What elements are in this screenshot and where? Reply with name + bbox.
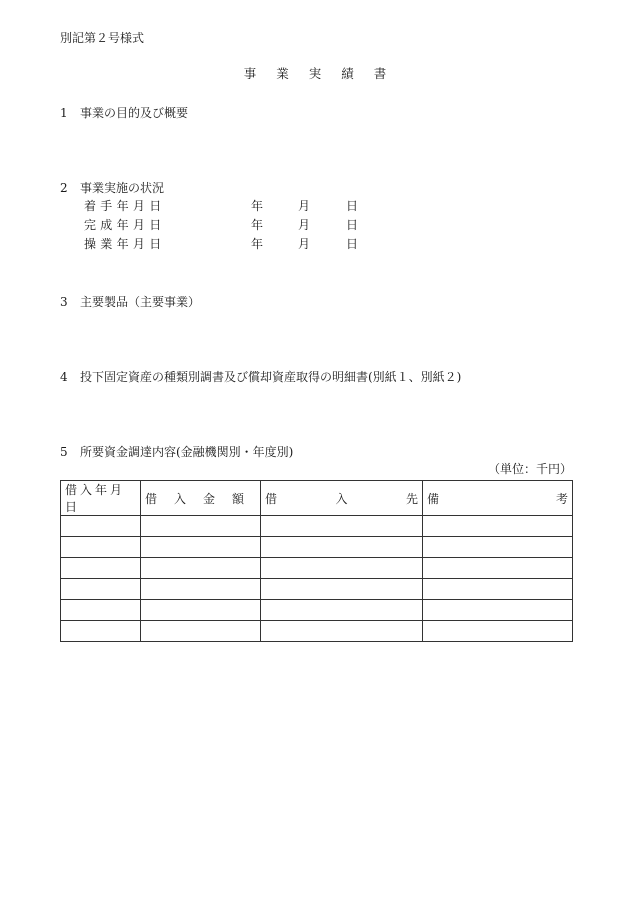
section-5-text: 所要資金調達内容(金融機関別・年度別)	[80, 445, 294, 459]
section-1-text: 事業の目的及び概要	[80, 106, 189, 120]
cell-borrow-date[interactable]	[61, 537, 141, 558]
table-row	[61, 579, 573, 600]
section-3-number: 3	[60, 295, 68, 309]
date-row-label: 着手年月日	[84, 199, 166, 213]
header-remarks	[423, 481, 573, 516]
table-row	[61, 621, 573, 642]
table-row	[61, 600, 573, 621]
header-char: 入	[335, 491, 348, 506]
cell-lender[interactable]	[261, 579, 423, 600]
cell-lender[interactable]	[261, 516, 423, 537]
cell-loan-amount[interactable]	[141, 600, 261, 621]
cell-borrow-date[interactable]	[61, 600, 141, 621]
section-4-heading	[60, 371, 461, 383]
section-2-heading	[60, 182, 164, 194]
cell-remarks[interactable]	[423, 579, 573, 600]
header-char: 考	[555, 491, 568, 506]
month-label: 月	[298, 199, 311, 213]
section-3-text: 主要製品（主要事業）	[80, 295, 201, 309]
header-char: 先	[405, 491, 418, 506]
day-label: 日	[346, 218, 359, 232]
section-3-heading	[60, 296, 200, 308]
section-5-heading	[60, 446, 293, 458]
table-header-row	[61, 481, 573, 516]
year-label: 年	[251, 218, 264, 232]
section-4-text: 投下固定資産の種類別調書及び償却資産取得の明細書(別紙１、別紙２)	[80, 370, 462, 384]
cell-lender[interactable]	[261, 621, 423, 642]
form-number: 別記第２号様式	[60, 31, 145, 45]
year-label: 年	[251, 199, 264, 213]
cell-borrow-date[interactable]	[61, 621, 141, 642]
month-label: 月	[298, 237, 311, 251]
day-label: 日	[346, 237, 359, 251]
header-char: 金	[202, 491, 215, 506]
cell-remarks[interactable]	[423, 516, 573, 537]
cell-loan-amount[interactable]	[141, 579, 261, 600]
section-4-number: 4	[60, 370, 68, 384]
header-lender	[261, 481, 423, 516]
section-2-number: 2	[60, 181, 68, 195]
cell-remarks[interactable]	[423, 558, 573, 579]
loan-table	[60, 480, 573, 642]
cell-loan-amount[interactable]	[141, 558, 261, 579]
header-char: 借	[265, 491, 278, 506]
header-borrow-date-text: 借入年月日	[65, 483, 126, 514]
month-label: 月	[298, 218, 311, 232]
cell-loan-amount[interactable]	[141, 537, 261, 558]
cell-lender[interactable]	[261, 558, 423, 579]
section-1-heading	[60, 107, 188, 119]
year-label: 年	[251, 237, 264, 251]
section-1-number: 1	[60, 106, 68, 120]
document-title: 事業実績書	[243, 66, 407, 81]
day-label: 日	[346, 199, 359, 213]
cell-borrow-date[interactable]	[61, 558, 141, 579]
cell-borrow-date[interactable]	[61, 516, 141, 537]
date-row-label: 完成年月日	[84, 218, 166, 232]
table-row	[61, 537, 573, 558]
unit-note: （単位：千円）	[487, 462, 572, 476]
cell-borrow-date[interactable]	[61, 579, 141, 600]
section-5-number: 5	[60, 445, 68, 459]
section-2-text: 事業実施の状況	[80, 181, 165, 195]
cell-lender[interactable]	[261, 537, 423, 558]
header-char: 借	[145, 491, 158, 506]
cell-remarks[interactable]	[423, 600, 573, 621]
cell-remarks[interactable]	[423, 537, 573, 558]
table-row	[61, 516, 573, 537]
header-char: 入	[173, 491, 186, 506]
cell-loan-amount[interactable]	[141, 516, 261, 537]
date-row-label: 操業年月日	[84, 237, 166, 251]
cell-remarks[interactable]	[423, 621, 573, 642]
cell-loan-amount[interactable]	[141, 621, 261, 642]
header-char: 備	[427, 491, 440, 506]
header-char: 額	[231, 491, 244, 506]
table-row	[61, 558, 573, 579]
cell-lender[interactable]	[261, 600, 423, 621]
header-borrow-date	[61, 481, 141, 516]
header-loan-amount	[141, 481, 261, 516]
